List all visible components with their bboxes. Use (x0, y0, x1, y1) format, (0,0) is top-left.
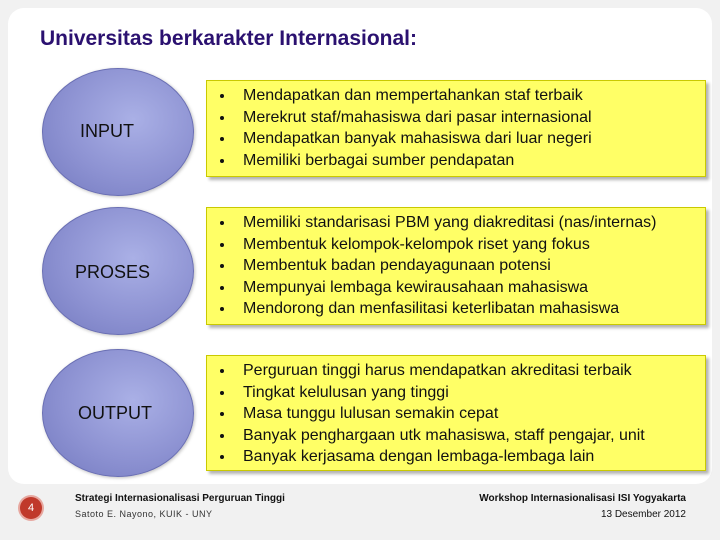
footer-date: 13 Desember 2012 (600, 509, 686, 520)
footer-event-title: Workshop Internasionalisasi ISI Yogyakarta (479, 493, 686, 504)
list-item: • Mempunyai lembaga kewirausahaan mahasiswa (235, 277, 699, 299)
list-item: • Perguruan tinggi harus mendapatkan akreditasi terbaik (235, 360, 699, 382)
output-box (206, 355, 706, 471)
list-item: • Banyak penghargaan utk mahasiswa, staff pengajar, unit (235, 425, 699, 447)
footer-course-title: Strategi Internasionalisasi Perguruan Tinggi (75, 493, 285, 504)
list-item: • Memiliki berbagai sumber pendapatan (235, 150, 699, 172)
input-box (206, 80, 706, 177)
list-item: • Mendapatkan dan mempertahankan staf terbaik (235, 85, 699, 107)
proses-box (206, 207, 706, 325)
page-number-badge: 4 (20, 497, 42, 519)
output-label: OUTPUT (78, 403, 152, 423)
input-list (207, 81, 705, 171)
list-item: • Membentuk kelompok-kelompok riset yang fokus (235, 234, 699, 256)
input-label: INPUT (80, 121, 134, 141)
list-item: • Merekrut staf/mahasiswa dari pasar internasional (235, 107, 699, 129)
list-item: • Mendapatkan banyak mahasiswa dari luar negeri (235, 128, 699, 150)
slide-title: Universitas berkarakter Internasional: (40, 27, 417, 50)
output-list (207, 356, 705, 468)
proses-list (207, 208, 705, 320)
footer-author: Satoto E. Nayono, KUIK - UNY (75, 509, 213, 519)
list-item: • Masa tunggu lulusan semakin cepat (235, 403, 699, 425)
list-item: • Banyak kerjasama dengan lembaga-lembaga lain (235, 446, 699, 468)
proses-label: PROSES (75, 262, 151, 282)
list-item: • Mendorong dan menfasilitasi keterlibatan mahasiswa (235, 298, 699, 320)
list-item: • Tingkat kelulusan yang tinggi (235, 382, 699, 404)
list-item: • Membentuk badan pendayagunaan potensi (235, 255, 699, 277)
list-item: • Memiliki standarisasi PBM yang diakreditasi (nas/internas) (235, 212, 699, 234)
